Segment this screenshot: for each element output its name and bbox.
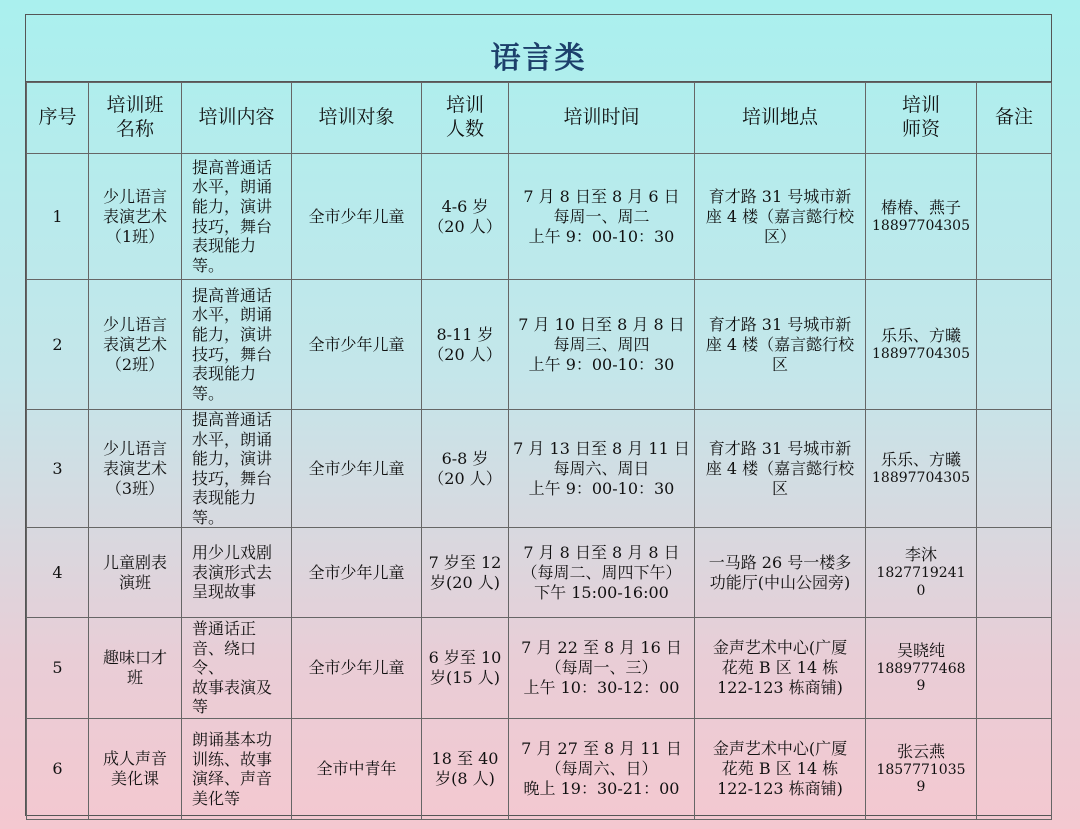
class-note (977, 154, 1052, 280)
class-teacher: 吴晓纯 1889777468 9 (866, 618, 977, 719)
class-place: 育才路 31 号城市新 座 4 楼（嘉言懿行校 区） (695, 154, 866, 280)
class-content: 提高普通话 水平，朗诵 能力，演讲 技巧，舞台 表现能力 等。 (182, 154, 292, 280)
class-note (977, 618, 1052, 719)
header-cell: 培训时间 (509, 83, 695, 154)
class-time: 7 月 22 至 8 月 16 日 （每周一、三） 上午 10：30-12：00 (509, 618, 695, 719)
class-target: 全市少年儿童 (292, 154, 422, 280)
class-content: 提高普通话 水平，朗诵 能力，演讲 技巧，舞台 表现能力 等。 (182, 280, 292, 410)
header-cell: 培训 人数 (422, 83, 509, 154)
class-time: 7 月 8 日至 8 月 6 日 每周一、周二 上午 9：00-10：30 (509, 154, 695, 280)
class-target: 全市少年儿童 (292, 618, 422, 719)
course-table-frame (25, 14, 1052, 816)
teacher-phone: 1889777468 9 (876, 660, 966, 695)
class-time: 7 月 8 日至 8 月 8 日 （每周二、周四下午） 下午 15:00-16:00 (509, 528, 695, 618)
header-row (27, 83, 1052, 154)
table-row (27, 719, 1052, 820)
teacher-phone: 1827719241 0 (876, 565, 966, 599)
class-count: 6 岁至 10 岁(15 人) (422, 618, 509, 719)
class-note (977, 410, 1052, 528)
class-teacher: 李沐 1827719241 0 (866, 528, 977, 618)
class-place: 育才路 31 号城市新 座 4 楼（嘉言懿行校 区 (695, 410, 866, 528)
class-name: 儿童剧表 演班 (89, 528, 182, 618)
class-target: 全市中青年 (292, 719, 422, 820)
header-cell: 培训对象 (292, 83, 422, 154)
class-teacher: 张云燕 1857771035 9 (866, 719, 977, 820)
table-row (27, 280, 1052, 410)
class-teacher: 椿椿、燕子 18897704305 (866, 154, 977, 280)
class-place: 金声艺术中心(广厦 花苑 B 区 14 栋 122-123 栋商铺) (695, 618, 866, 719)
class-count: 4-6 岁 （20 人） (422, 154, 509, 280)
class-name: 少儿语言 表演艺术 （2班） (89, 280, 182, 410)
teacher-phone: 18897704305 (872, 217, 970, 234)
row-number: 5 (27, 618, 89, 719)
class-note (977, 719, 1052, 820)
class-content: 提高普通话 水平，朗诵 能力，演讲 技巧，舞台 表现能力 等。 (182, 410, 292, 528)
class-count: 18 至 40 岁(8 人) (422, 719, 509, 820)
class-content: 普通话正 音、绕口令、 故事表演及 等 (182, 618, 292, 719)
header-cell: 培训内容 (182, 83, 292, 154)
table-row (27, 618, 1052, 719)
teacher-phone: 18897704305 (872, 345, 970, 362)
table-row (27, 410, 1052, 528)
class-target: 全市少年儿童 (292, 528, 422, 618)
header-cell: 培训班 名称 (89, 83, 182, 154)
class-place: 一马路 26 号一楼多 功能厅(中山公园旁) (695, 528, 866, 618)
table-title: 语言类 (490, 41, 587, 76)
class-place: 金声艺术中心(广厦 花苑 B 区 14 栋 122-123 栋商铺) (695, 719, 866, 820)
header-cell: 培训地点 (695, 83, 866, 154)
class-count: 7 岁至 12 岁(20 人) (422, 528, 509, 618)
table-row (27, 528, 1052, 618)
class-note (977, 280, 1052, 410)
header-cell: 序号 (27, 83, 89, 154)
class-time: 7 月 13 日至 8 月 11 日 每周六、周日 上午 9：00-10：30 (509, 410, 695, 528)
row-number: 3 (27, 410, 89, 528)
class-name: 少儿语言 表演艺术 （3班） (89, 410, 182, 528)
teacher-phone: 18897704305 (872, 469, 970, 486)
header-cell: 培训 师资 (866, 83, 977, 154)
class-content: 用少儿戏剧 表演形式去 呈现故事 (182, 528, 292, 618)
row-number: 4 (27, 528, 89, 618)
class-target: 全市少年儿童 (292, 280, 422, 410)
teacher-phone: 1857771035 9 (876, 761, 966, 796)
class-name: 趣味口才 班 (89, 618, 182, 719)
table-row (27, 154, 1052, 280)
class-count: 6-8 岁 （20 人） (422, 410, 509, 528)
class-content: 朗诵基本功 训练、故事 演绎、声音 美化等 (182, 719, 292, 820)
course-table (26, 82, 1052, 820)
class-target: 全市少年儿童 (292, 410, 422, 528)
class-teacher: 乐乐、方曦 18897704305 (866, 280, 977, 410)
row-number: 6 (27, 719, 89, 820)
class-time: 7 月 10 日至 8 月 8 日 每周三、周四 上午 9：00-10：30 (509, 280, 695, 410)
class-count: 8-11 岁 （20 人） (422, 280, 509, 410)
row-number: 2 (27, 280, 89, 410)
row-number: 1 (27, 154, 89, 280)
class-name: 成人声音 美化课 (89, 719, 182, 820)
class-teacher: 乐乐、方曦 18897704305 (866, 410, 977, 528)
header-cell: 备注 (977, 83, 1052, 154)
class-place: 育才路 31 号城市新 座 4 楼（嘉言懿行校 区 (695, 280, 866, 410)
class-note (977, 528, 1052, 618)
title-row (26, 15, 1051, 82)
class-name: 少儿语言 表演艺术 （1班） (89, 154, 182, 280)
class-time: 7 月 27 至 8 月 11 日 （每周六、日） 晚上 19：30-21：00 (509, 719, 695, 820)
